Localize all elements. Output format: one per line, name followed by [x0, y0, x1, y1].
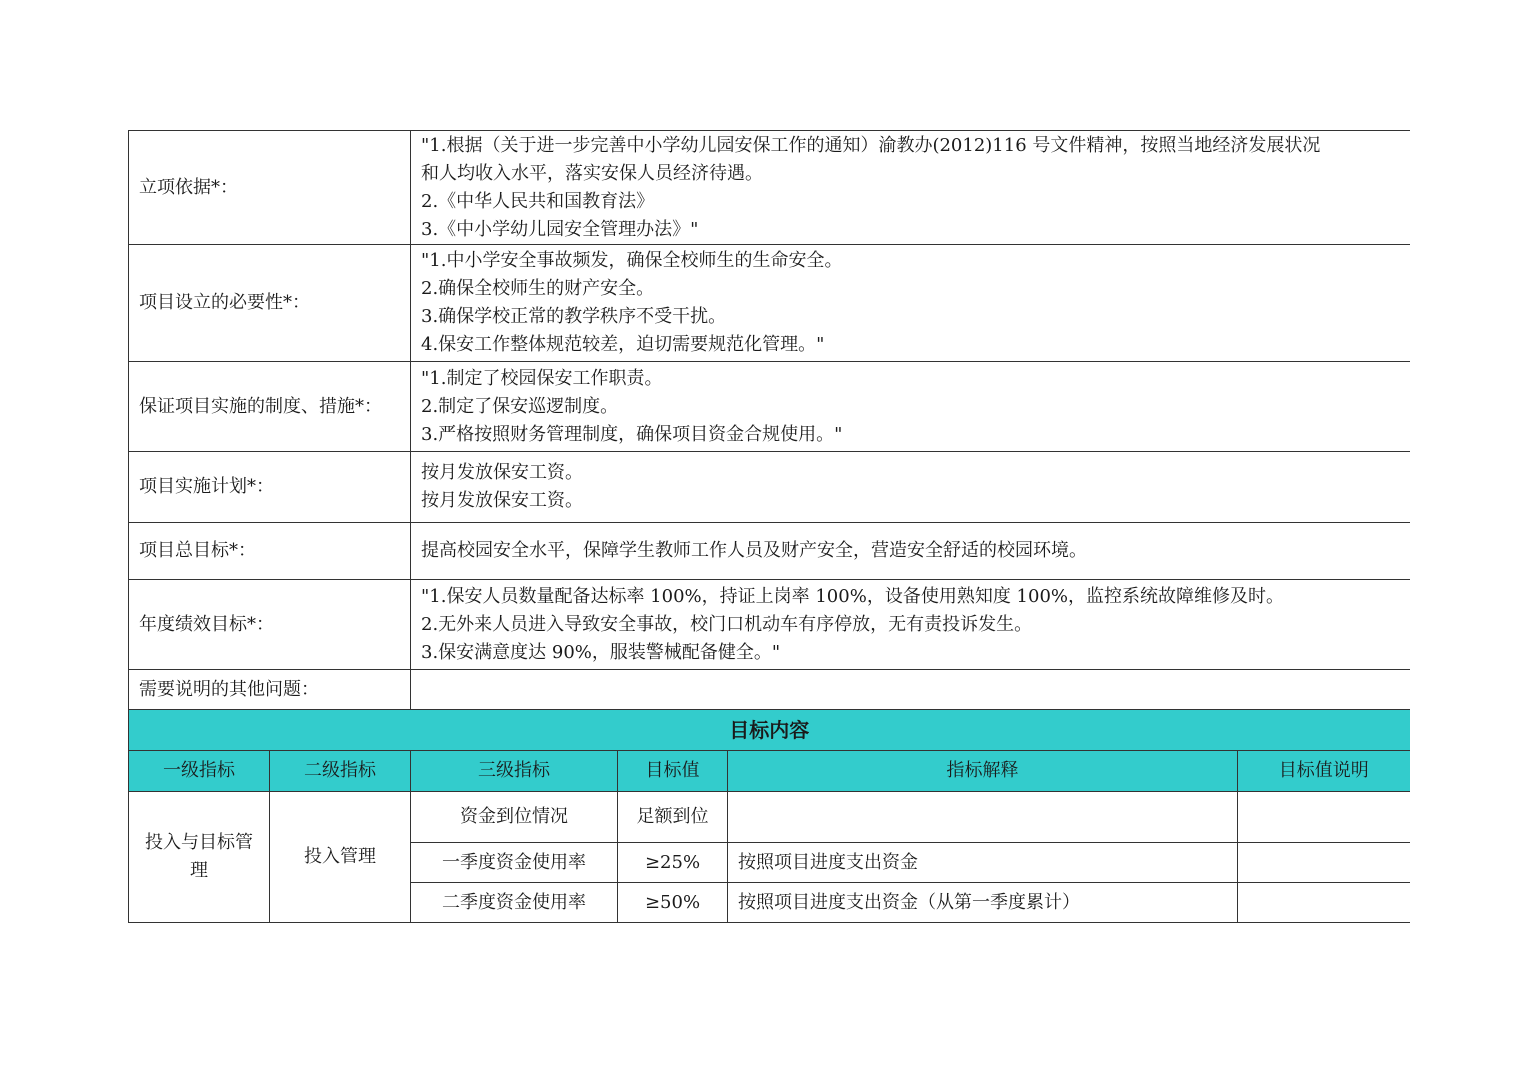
col-header-target-value: 目标值 — [618, 751, 728, 792]
info-row — [129, 362, 1410, 452]
info-line: "1.制定了校园保安工作职责。 — [421, 367, 663, 389]
info-line: 按月发放保安工资。 — [421, 462, 583, 483]
info-row — [129, 523, 1410, 580]
value-note-cell — [1238, 843, 1410, 883]
info-value — [411, 580, 1410, 670]
info-line: 和人均收入水平，落实安保人员经济待遇。 — [421, 162, 763, 184]
info-line: 2.《中华人民共和国教育法》 — [421, 190, 655, 212]
info-row — [129, 670, 1410, 710]
info-line: 2.无外来人员进入导致安全事故，校门口机动车有序停放，无有责投诉发生。 — [421, 613, 1033, 635]
info-value — [411, 670, 1410, 710]
target-value-cell: 足额到位 — [618, 792, 728, 843]
info-row — [129, 580, 1410, 670]
info-row — [129, 245, 1410, 362]
info-line: 3.确保学校正常的教学秩序不受干扰。 — [421, 306, 727, 327]
info-label: 年度绩效目标*： — [129, 580, 411, 670]
target-value-cell: ≥25% — [618, 843, 728, 883]
col-header-level3: 三级指标 — [411, 751, 618, 792]
info-line: 3.《中小学幼儿园安全管理办法》" — [421, 218, 699, 240]
indicator-cell: 资金到位情况 — [411, 792, 618, 843]
info-value — [411, 245, 1410, 362]
info-line: "1.中小学安全事故频发，确保全校师生的生命安全。 — [421, 250, 843, 271]
indicator-cell: 一季度资金使用率 — [411, 843, 618, 883]
info-value — [411, 362, 1410, 452]
info-line: 4.保安工作整体规范较差，迫切需要规范化管理。" — [421, 334, 825, 355]
value-note-cell — [1238, 883, 1410, 923]
col-header-explanation: 指标解释 — [728, 751, 1238, 792]
target-value-cell: ≥50% — [618, 883, 728, 923]
level2-cell: 投入管理 — [270, 792, 411, 923]
info-row — [129, 452, 1410, 523]
info-row — [129, 131, 1410, 245]
indicator-cell: 二季度资金使用率 — [411, 883, 618, 923]
info-line: 3.保安满意度达 90%，服装警械配备健全。" — [421, 641, 781, 663]
explanation-cell — [728, 792, 1238, 843]
target-table — [128, 710, 1410, 923]
info-label: 保证项目实施的制度、措施*： — [129, 362, 411, 452]
info-line: "1.保安人员数量配备达标率 100%，持证上岗率 100%，设备使用熟知度 100%，监控系统故障维修及时。 — [421, 585, 1284, 607]
col-header-level2: 二级指标 — [270, 751, 411, 792]
info-label: 项目总目标*： — [129, 523, 411, 580]
info-line: 3.严格按照财务管理制度，确保项目资金合规使用。" — [421, 423, 843, 445]
info-value — [411, 452, 1410, 523]
info-label: 立项依据*： — [129, 131, 411, 245]
target-banner-row — [129, 710, 1410, 751]
info-line: 2.制定了保安巡逻制度。 — [421, 395, 619, 417]
project-info-table — [128, 130, 1410, 710]
explanation-cell: 按照项目进度支出资金 — [728, 843, 1238, 883]
value-note-cell — [1238, 792, 1410, 843]
info-line: 2.确保全校师生的财产安全。 — [421, 278, 655, 299]
target-banner: 目标内容 — [129, 710, 1410, 751]
col-header-value-note: 目标值说明 — [1238, 751, 1410, 792]
info-line: 提高校园安全水平，保障学生教师工作人员及财产安全，营造安全舒适的校园环境。 — [421, 540, 1087, 561]
target-header-row — [129, 751, 1410, 792]
info-value — [411, 523, 1410, 580]
info-line: "1.根据（关于进一步完善中小学幼儿园安保工作的通知）渝教办(2012)116 号文件精神，按照当地经济发展状况 — [421, 134, 1321, 156]
info-line: 按月发放保安工资。 — [421, 490, 583, 511]
info-label: 需要说明的其他问题： — [129, 670, 411, 710]
table-row — [129, 792, 1410, 843]
info-label: 项目设立的必要性*： — [129, 245, 411, 362]
explanation-cell: 按照项目进度支出资金（从第一季度累计） — [728, 883, 1238, 923]
info-label: 项目实施计划*： — [129, 452, 411, 523]
level1-cell: 投入与目标管理 — [129, 792, 270, 923]
document-page — [128, 130, 1409, 923]
info-value — [411, 131, 1410, 245]
col-header-level1: 一级指标 — [129, 751, 270, 792]
